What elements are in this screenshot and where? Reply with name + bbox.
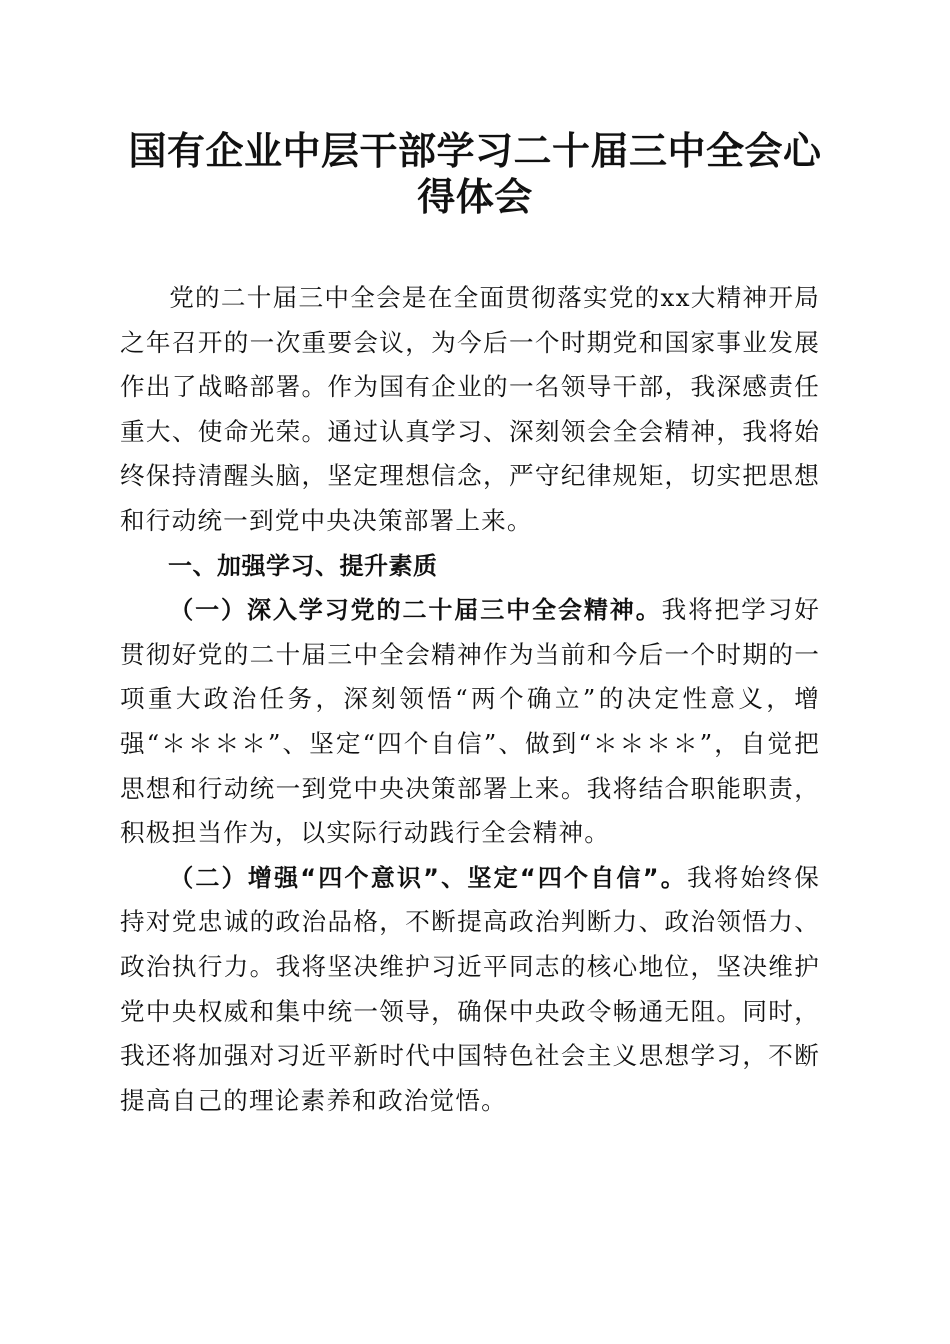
section-1-heading: 一、加强学习、提升素质 (168, 551, 438, 580)
section-1-2-title: （二）增强“四个意识”、坚定“四个自信”。 (169, 863, 687, 892)
section-1-1-body: 我将把学习好贯彻好党的二十届三中全会精神作为当前和今后一个时期的一项重大政治任务，深刻领悟“两个确立”的决定性意义，增强“＊＊＊＊”、坚定“四个自信”、做到“＊＊＊＊”，自觉把思想和行动统一到党中央决策部署上来。我将结合职能职责，积极担当作为，以实际行动践行全会精神。 (120, 595, 820, 848)
document-title: 国有企业中层干部学习二十届三中全会心得体会 (128, 128, 822, 219)
section-1-2-paragraph (120, 856, 820, 1124)
document-body (120, 276, 820, 1123)
section-1-1-title: （一）深入学习党的二十届三中全会精神。 (169, 596, 662, 625)
intro-paragraph: 党的二十届三中全会是在全面贯彻落实党的xx大精神开局之年召开的一次重要会议，为今后一个时期党和国家事业发展作出了战略部署。作为国有企业的一名领导干部，我深感责任重大、使命光荣。通过认真学习、深刻领会全会精神，我将始终保持清醒头脑，坚定理想信念，严守纪律规矩，切实把思想和行动统一到党中央决策部署上来。 (120, 283, 820, 535)
section-1-2-body: 我将始终保持对党忠诚的政治品格，不断提高政治判断力、政治领悟力、政治执行力。我将坚决维护习近平同志的核心地位，坚决维护党中央权威和集中统一领导，确保中央政令畅通无阻。同时，我还将加强对习近平新时代中国特色社会主义思想学习，不断提高自己的理论素养和政治觉悟。 (120, 862, 820, 1115)
section-1-1-paragraph (120, 588, 820, 856)
